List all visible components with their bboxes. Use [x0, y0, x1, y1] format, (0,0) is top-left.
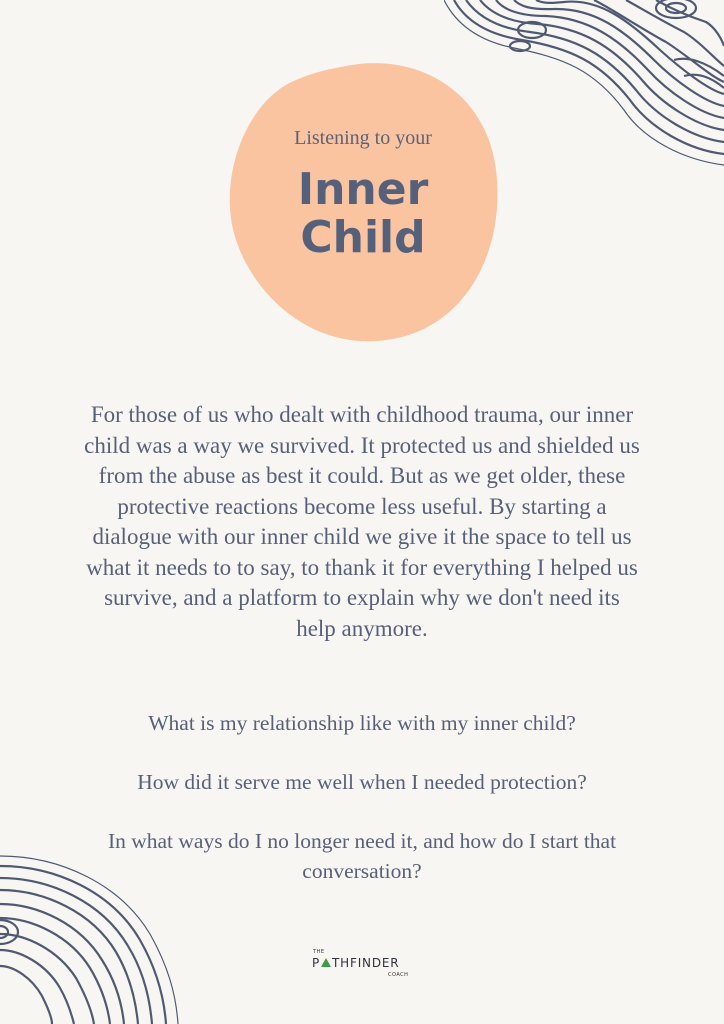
question-3: In what ways do I no longer need it, and how do I start that conversation?	[107, 829, 617, 883]
logo-the-text: THE	[313, 949, 325, 955]
triangle-icon	[321, 958, 331, 967]
pathfinder-coach-logo	[312, 949, 422, 981]
title-line-2: Child	[300, 212, 426, 263]
intro-paragraph: For those of us who dealt with childhood trauma, our inner child was a way we survived. It protected us and shielded us from the abuse as best it could. But as we get older, these protective reactions become less useful. By starting a dialogue with our inner child we give it the space to tell us what it needs to to say, to thank it for everything I helped us survive, and a platform to explain why we don't need its help anymore.	[84, 402, 640, 641]
logo-letter-p: P	[312, 956, 321, 970]
logo-rest-text: THFINDER	[332, 956, 400, 970]
question-1: What is my relationship like with my inner child?	[148, 711, 576, 735]
logo-coach-text: COACH	[388, 972, 409, 978]
topographic-contour-decoration-bottom-left	[0, 854, 190, 1024]
subtitle: Listening to your	[294, 127, 432, 149]
title-line-1: Inner	[297, 164, 429, 215]
question-2: How did it serve me well when I needed protection?	[137, 770, 587, 794]
logo-wordmark	[312, 956, 399, 970]
page-title	[226, 166, 500, 262]
